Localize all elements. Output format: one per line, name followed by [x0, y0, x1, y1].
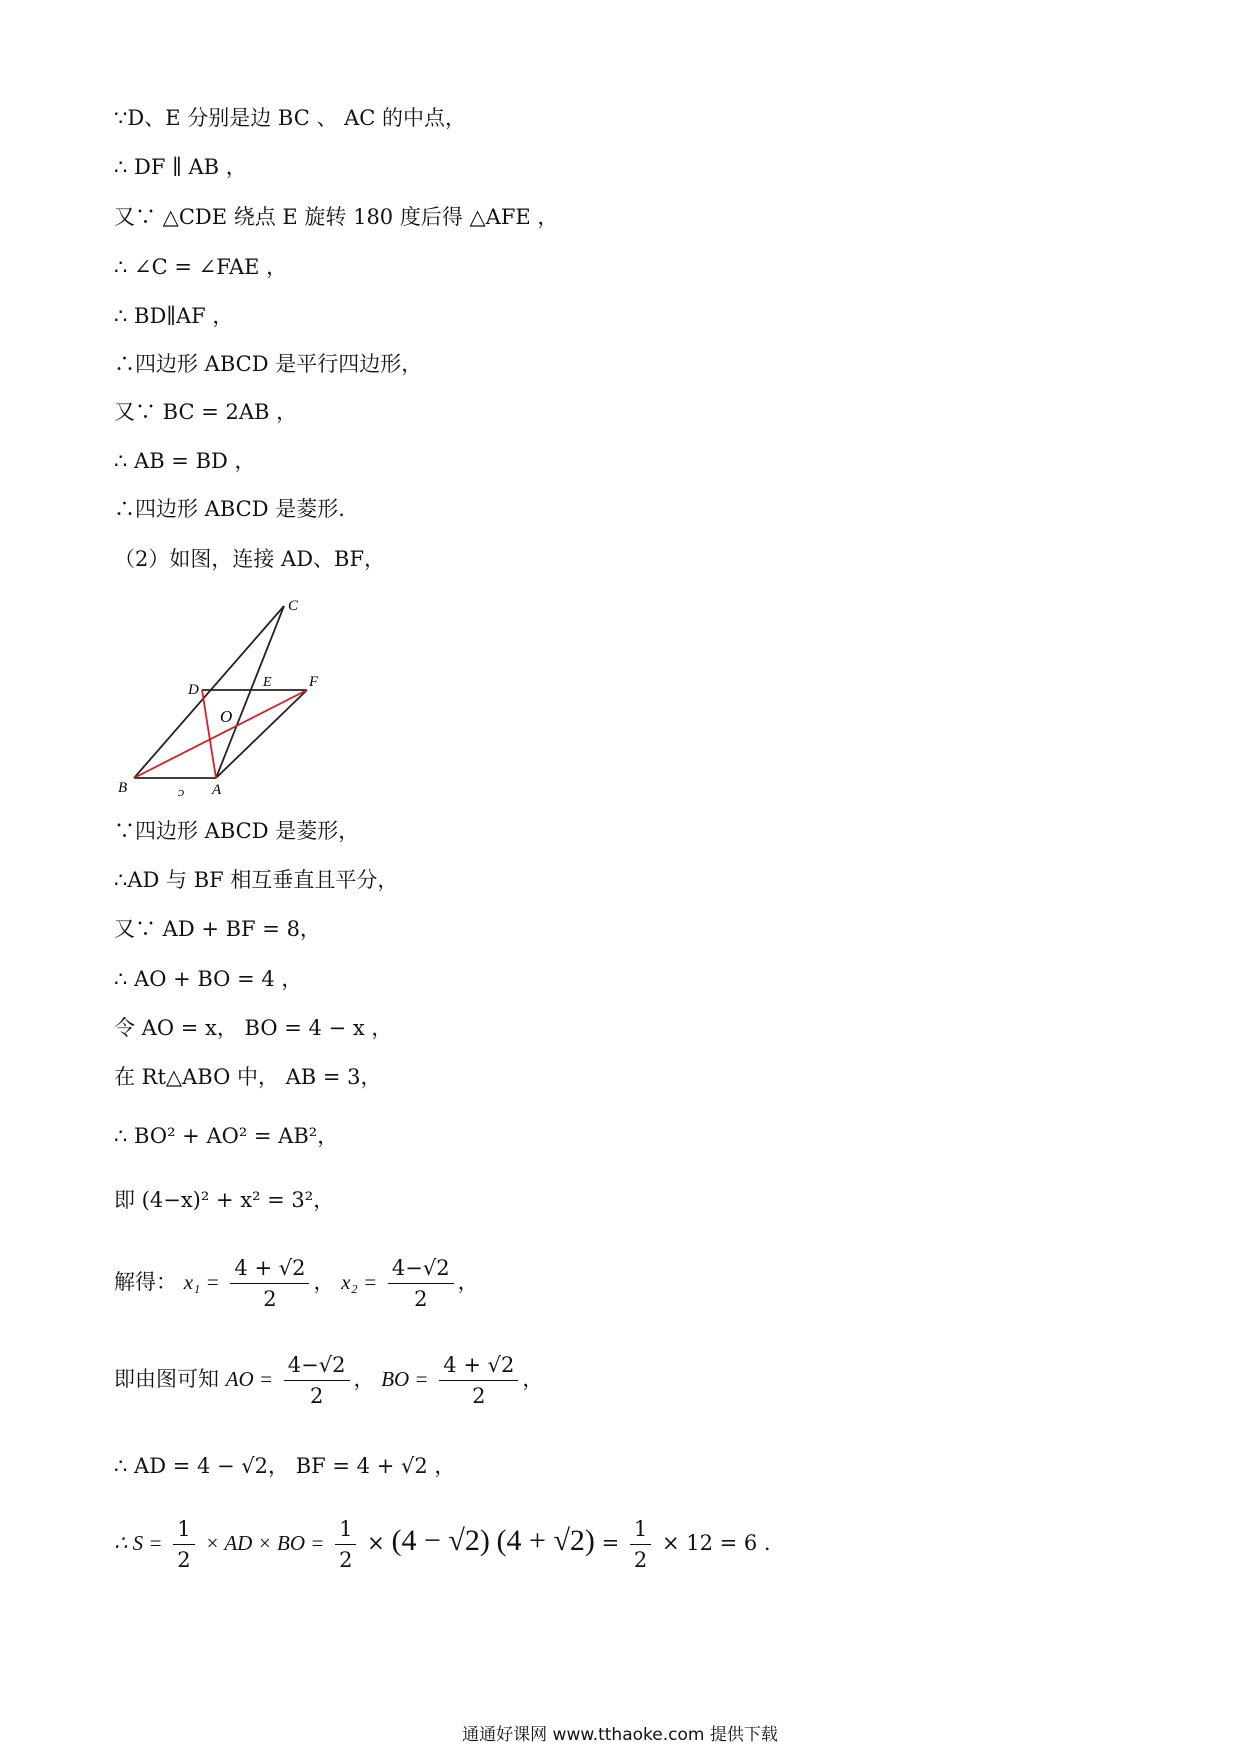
area-mid-3: × 12 = 6 .	[661, 1531, 771, 1555]
bo-denominator: 2	[472, 1384, 486, 1408]
label-f: F	[309, 674, 319, 690]
text-line-14: ∴ AO + BO = 4 ，	[114, 967, 303, 991]
segment-af	[216, 690, 307, 778]
text-line-8: ∴ AB = BD ，	[114, 449, 256, 473]
solve-end: ，	[457, 1270, 479, 1294]
area-line	[114, 1514, 771, 1575]
text-line-5: ∴ BD∥AF ，	[114, 304, 234, 328]
known-end: ，	[522, 1367, 544, 1391]
half-numerator-1: 1	[173, 1514, 194, 1545]
segment-ac	[216, 606, 284, 778]
ao-denominator: 2	[309, 1384, 324, 1408]
x2-numerator: 4−√2	[388, 1253, 454, 1284]
half-denominator-1: 2	[177, 1548, 191, 1572]
text-line-12: ∴AD 与 BF 相互垂直且平分，	[114, 868, 399, 892]
ao-label: AO =	[225, 1367, 274, 1391]
x1-label: x₁ =	[183, 1270, 220, 1294]
area-prefix: ∴ S =	[114, 1531, 163, 1555]
text-line-9: ∴四边形 ABCD 是菱形.	[114, 497, 345, 521]
solve-line	[114, 1253, 479, 1314]
known-prefix: 即由图可知	[114, 1367, 219, 1391]
ao-numerator: 4−√2	[284, 1350, 350, 1381]
segment-ad	[202, 690, 216, 778]
text-line-15: 令 AO = x， BO = 4 − x ，	[114, 1016, 393, 1040]
solve-separator: ，	[313, 1270, 335, 1294]
x1-fraction	[230, 1253, 309, 1314]
bo-label: BO =	[381, 1367, 429, 1391]
text-line-10: （2）如图，连接 AD、BF，	[114, 547, 386, 571]
half-fraction-1	[173, 1514, 194, 1575]
bo-fraction	[439, 1350, 518, 1411]
segment-bc	[134, 606, 284, 778]
x1-numerator: 4 + √2	[230, 1253, 309, 1284]
x2-fraction	[388, 1253, 454, 1314]
half-fraction-2	[335, 1514, 356, 1575]
text-line-17: ∴ BO² + AO² = AB²，	[114, 1124, 339, 1148]
area-paren-1: (4 − √2)	[391, 1524, 490, 1557]
half-numerator-3: 1	[630, 1514, 651, 1545]
known-line	[114, 1350, 543, 1411]
half-denominator-3: 2	[633, 1548, 648, 1572]
label-b: B	[118, 780, 128, 796]
label-mark: ᴐ	[178, 784, 185, 799]
half-numerator-2: 1	[335, 1514, 356, 1545]
text-line-13: 又∵ AD + BF = 8，	[114, 917, 321, 941]
half-fraction-3	[630, 1514, 651, 1575]
text-line-18: 即 (4−x)² + x² = 3²，	[114, 1188, 335, 1212]
text-line-6: ∴四边形 ABCD 是平行四边形，	[114, 352, 423, 376]
known-separator: ，	[353, 1367, 375, 1391]
x1-denominator: 2	[263, 1287, 277, 1311]
area-paren-2: (4 + √2)	[496, 1524, 595, 1557]
label-c: C	[288, 598, 299, 614]
text-line-1: ∵D、E 分别是边 BC 、 AC 的中点，	[114, 106, 467, 130]
ao-fraction	[284, 1350, 350, 1411]
label-a: A	[212, 782, 222, 798]
half-denominator-2: 2	[339, 1548, 353, 1572]
ad-bf-line: ∴ AD = 4 − √2， BF = 4 + √2 ，	[114, 1454, 456, 1478]
label-e: E	[263, 675, 272, 690]
label-d: D	[188, 682, 199, 698]
solve-prefix: 解得：	[114, 1270, 177, 1294]
figure-black-lines	[134, 606, 307, 778]
text-line-3: 又∵ △CDE 绕点 E 旋转 180 度后得 △AFE ，	[114, 205, 559, 229]
rhombus-figure	[110, 596, 350, 802]
bo-numerator: 4 + √2	[439, 1350, 518, 1381]
text-line-11: ∵四边形 ABCD 是菱形，	[114, 819, 360, 843]
label-o: O	[220, 707, 233, 726]
text-line-4: ∴ ∠C = ∠FAE ，	[114, 255, 288, 279]
x2-label: x₂ =	[341, 1270, 378, 1294]
area-mid-1: × AD × BO =	[205, 1531, 325, 1555]
area-equals: =	[601, 1531, 620, 1555]
text-line-2: ∴ DF ∥ AB ，	[114, 155, 247, 179]
x2-denominator: 2	[414, 1287, 428, 1311]
text-line-16: 在 Rt△ABO 中， AB = 3，	[114, 1065, 382, 1089]
text-line-7: 又∵ BC = 2AB ，	[114, 400, 298, 424]
page-footer: 通通好课网 www.tthaoke.com 提供下载	[462, 1725, 778, 1745]
area-mid-2: ×	[367, 1531, 385, 1555]
